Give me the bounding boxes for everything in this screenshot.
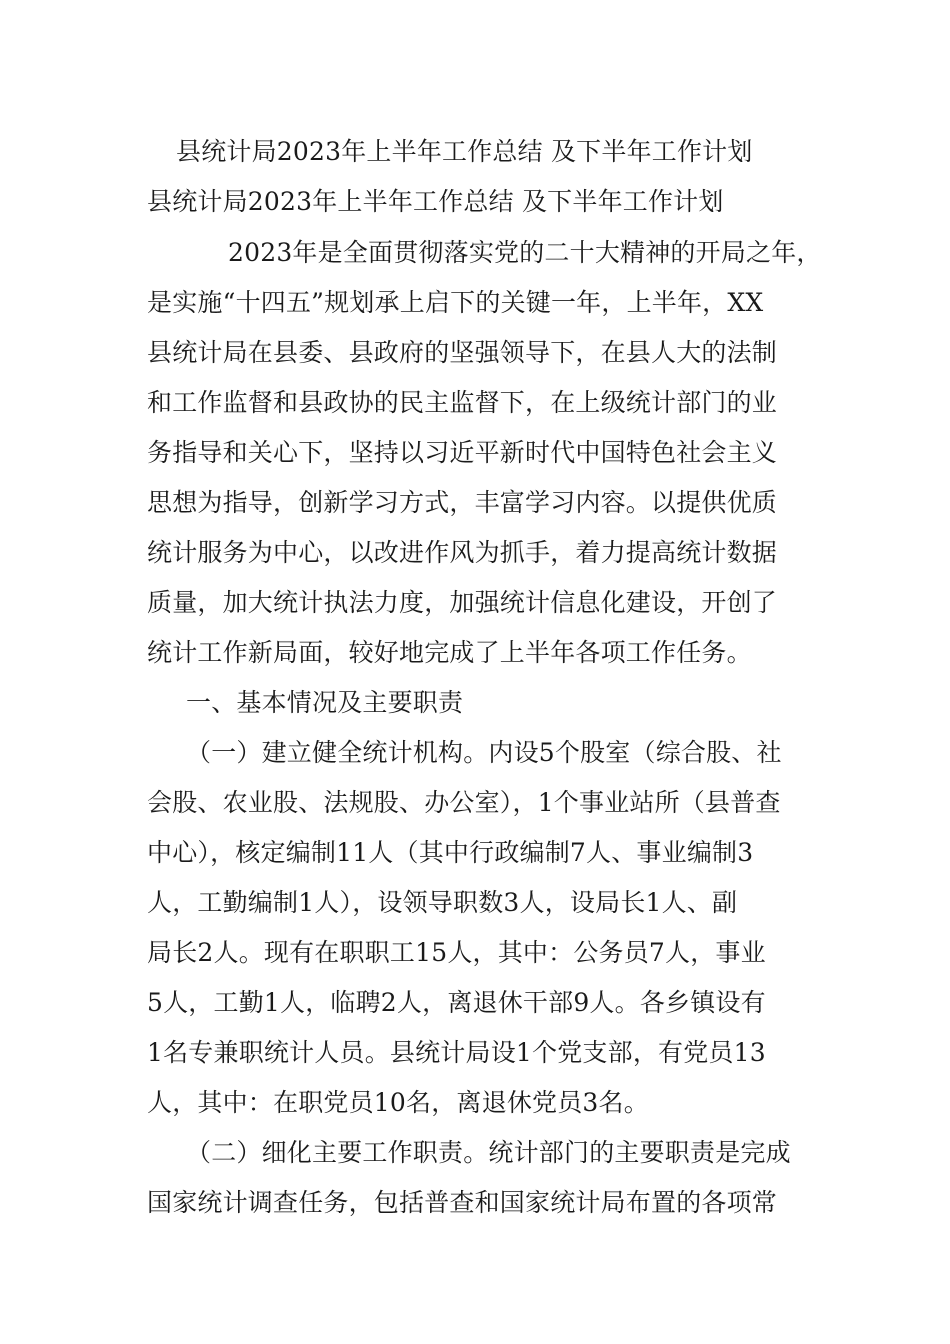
paragraph-line: （二）细化主要工作职责。统计部门的主要职责是完成: [186, 1138, 791, 1167]
paragraph-line: 国家统计调查任务，包括普查和国家统计局布置的各项常: [147, 1188, 778, 1217]
paragraph-line: 局长2人。现有在职职工15人，其中：公务员7人，事业: [147, 938, 766, 967]
document-title-line-2: 县统计局2023年上半年工作总结 及下半年工作计划: [147, 187, 724, 216]
paragraph-line: 5人，工勤1人，临聘2人，离退休干部9人。各乡镇设有: [147, 988, 766, 1017]
intro-line: 和工作监督和县政协的民主监督下，在上级统计部门的业: [147, 388, 778, 417]
intro-line: 县统计局在县委、县政府的坚强领导下，在县人大的法制: [147, 338, 778, 367]
intro-line: 质量，加大统计执法力度，加强统计信息化建设，开创了: [147, 588, 778, 617]
paragraph-line: 人，其中：在职党员10名，离退休党员3名。: [147, 1088, 649, 1117]
paragraph-line: 会股、农业股、法规股、办公室），1个事业站所（县普查: [147, 788, 781, 817]
paragraph-line: 人，工勤编制1人），设领导职数3人，设局长1人、副: [147, 888, 738, 917]
intro-line: 统计服务为中心，以改进作风为抓手，着力提高统计数据: [147, 538, 778, 567]
paragraph-line: （一）建立健全统计机构。内设5个股室（综合股、社: [186, 738, 782, 767]
intro-line: 务指导和关心下，坚持以习近平新时代中国特色社会主义: [147, 438, 778, 467]
intro-line: 是实施“十四五”规划承上启下的关键一年，上半年，XX: [147, 288, 764, 317]
paragraph-line: 中心），核定编制11人（其中行政编制7人、事业编制3: [147, 838, 754, 867]
section-heading: 一、基本情况及主要职责: [186, 688, 464, 717]
paragraph-line: 1名专兼职统计人员。县统计局设1个党支部，有党员13: [147, 1038, 766, 1067]
intro-line: 思想为指导，创新学习方式，丰富学习内容。以提供优质: [147, 488, 778, 517]
document-title-line-1: 县统计局2023年上半年工作总结 及下半年工作计划: [176, 137, 753, 166]
intro-line: 统计工作新局面，较好地完成了上半年各项工作任务。: [147, 638, 752, 667]
intro-line: 2023年是全面贯彻落实党的二十大精神的开局之年，: [228, 238, 822, 267]
